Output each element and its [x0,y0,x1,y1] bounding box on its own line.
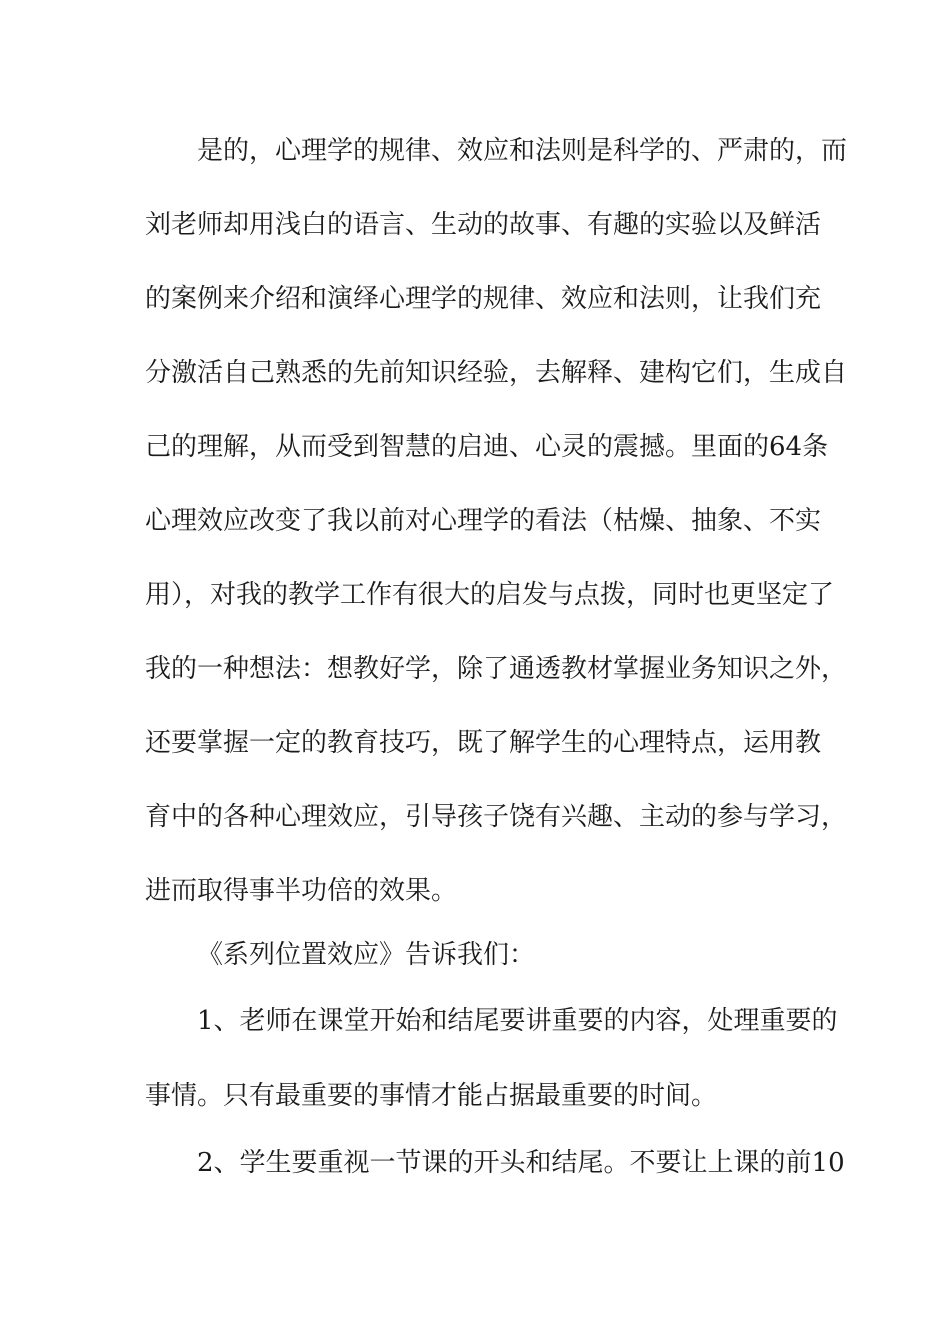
paragraph-1-line-5: 己的理解，从而受到智慧的启迪、心灵的震撼。里面的64条 [145,432,829,462]
paragraph-1-line-4: 分激活自己熟悉的先前知识经验，去解释、建构它们，生成自 [145,358,848,388]
paragraph-1-line-7: 用），对我的教学工作有很大的启发与点拨，同时也更坚定了 [145,580,835,610]
item-2-line-1: 2、学生要重视一节课的开头和结尾。不要让上课的前10 [197,1148,845,1178]
paragraph-1-line-3: 的案例来介绍和演绎心理学的规律、效应和法则，让我们充 [145,284,822,314]
paragraph-1-line-10: 育中的各种心理效应，引导孩子饶有兴趣、主动的参与学习， [145,802,848,832]
paragraph-1-line-6: 心理效应改变了我以前对心理学的看法（枯燥、抽象、不实 [145,506,822,536]
paragraph-1-line-8: 我的一种想法：想教好学，除了通透教材掌握业务知识之外， [145,654,848,684]
item-1-line-1: 1、老师在课堂开始和结尾要讲重要的内容，处理重要的 [197,1006,838,1036]
paragraph-1-line-11: 进而取得事半功倍的效果。 [145,876,458,906]
section-heading: 《系列位置效应》告诉我们： [197,940,536,970]
paragraph-1-line-9: 还要掌握一定的教育技巧，既了解学生的心理特点，运用教 [145,728,822,758]
paragraph-1-line-1: 是的，心理学的规律、效应和法则是科学的、严肃的，而 [197,136,848,166]
item-1-line-2: 事情。只有最重要的事情才能占据最重要的时间。 [145,1081,718,1111]
paragraph-1-line-2: 刘老师却用浅白的语言、生动的故事、有趣的实验以及鲜活 [145,210,822,240]
